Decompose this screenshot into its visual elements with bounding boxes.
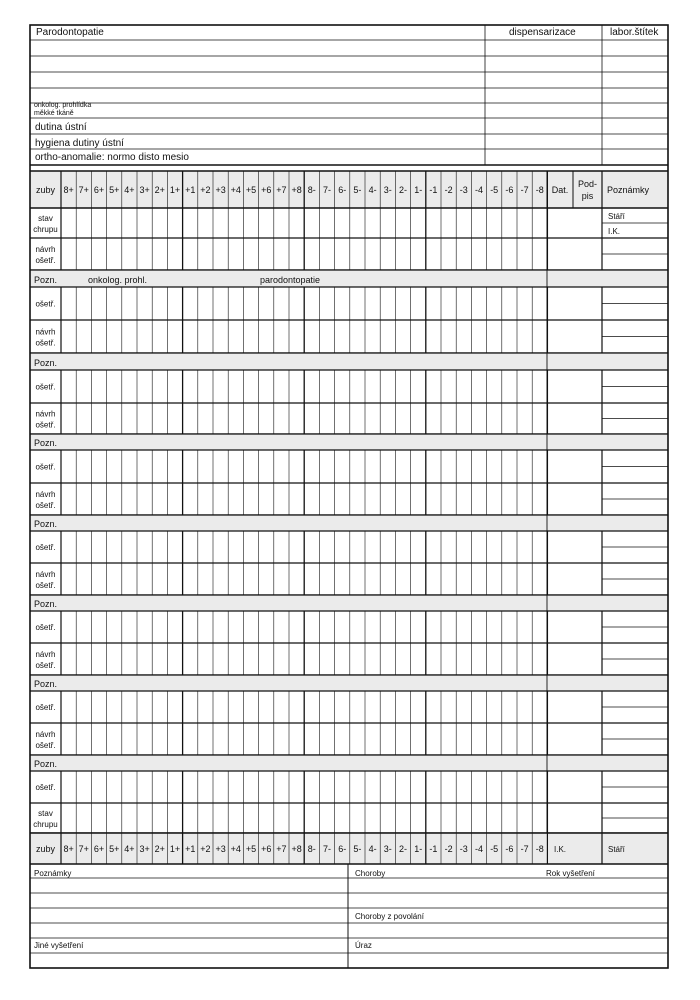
tooth-label-4-: 4- bbox=[368, 844, 377, 854]
pozn-label: Pozn. bbox=[34, 759, 58, 769]
tooth-label--4: -4 bbox=[474, 844, 484, 854]
tooth-label-+1: +1 bbox=[185, 185, 196, 195]
tooth-label-+6: +6 bbox=[261, 185, 272, 195]
tooth-label-2+: 2+ bbox=[154, 844, 165, 854]
tooth-label-5+: 5+ bbox=[109, 185, 120, 195]
tooth-label-+4: +4 bbox=[230, 185, 241, 195]
tooth-label-5+: 5+ bbox=[109, 844, 120, 854]
tooth-label--3: -3 bbox=[459, 844, 468, 854]
pozn-band bbox=[30, 353, 668, 370]
pozn-label: Pozn. bbox=[34, 275, 58, 285]
row-label: návrh bbox=[35, 245, 56, 254]
tooth-label-8+: 8+ bbox=[63, 185, 74, 195]
footer-choroby-z-povolani-label: Choroby z povolání bbox=[355, 912, 424, 921]
onkolog-prohlidka-label: onkolog. prohlídka bbox=[34, 102, 92, 109]
tooth-label-5-: 5- bbox=[353, 185, 362, 195]
tooth-label-8-: 8- bbox=[307, 185, 316, 195]
tooth-label-3-: 3- bbox=[383, 844, 392, 854]
pozn-label: Pozn. bbox=[34, 679, 58, 689]
tooth-label--7: -7 bbox=[520, 185, 529, 195]
zuby-label: zuby bbox=[35, 844, 56, 854]
tooth-label-7-: 7- bbox=[322, 185, 332, 195]
row-label: ošetř. bbox=[35, 338, 56, 348]
pozn-label: Pozn. bbox=[34, 519, 58, 529]
dispensarizace-header: dispensarizace bbox=[509, 27, 576, 38]
tooth-label-+8: +8 bbox=[291, 844, 302, 854]
dat-label: Dat. bbox=[551, 185, 569, 195]
stari-label: Stáří bbox=[608, 212, 625, 221]
tooth-label-+5: +5 bbox=[245, 844, 257, 854]
row-label: návrh bbox=[35, 730, 56, 739]
tooth-label-7-: 7- bbox=[322, 844, 332, 854]
tooth-label-+2: +2 bbox=[200, 844, 211, 854]
footer-poznamky-label: Poznámky bbox=[34, 869, 72, 878]
pozn-band bbox=[30, 675, 668, 691]
row-label: ošetř. bbox=[35, 382, 56, 392]
row-label: ošetř. bbox=[35, 741, 56, 750]
pozn-band bbox=[30, 515, 668, 531]
row-label: návrh bbox=[35, 490, 56, 499]
tooth-label-+4: +4 bbox=[230, 844, 241, 854]
dutina-ustni-label: dutina ústní bbox=[35, 122, 87, 133]
row-label: návrh bbox=[35, 327, 56, 337]
ik-label: I.K. bbox=[608, 227, 621, 236]
tooth-label--1: -1 bbox=[429, 185, 438, 195]
tooth-label-3-: 3- bbox=[383, 185, 392, 195]
tooth-label-3+: 3+ bbox=[139, 844, 150, 854]
tooth-label--1: -1 bbox=[429, 844, 438, 854]
row-label: stav bbox=[38, 809, 53, 818]
row-label: ošetř. bbox=[35, 462, 56, 472]
pozn-band bbox=[30, 595, 668, 611]
tooth-label--6: -6 bbox=[505, 844, 514, 854]
parodontopatie-header: Parodontopatie bbox=[36, 27, 104, 38]
row-label: ošetř. bbox=[35, 703, 56, 712]
tooth-label-+5: +5 bbox=[245, 185, 257, 195]
tooth-label--3: -3 bbox=[459, 185, 468, 195]
tooth-label-+1: +1 bbox=[185, 844, 196, 854]
row-label: ošetř. bbox=[35, 543, 56, 552]
tooth-label-+8: +8 bbox=[291, 185, 302, 195]
tooth-label--2: -2 bbox=[444, 185, 453, 195]
tooth-label-2-: 2- bbox=[398, 844, 408, 854]
tooth-label--4: -4 bbox=[474, 185, 484, 195]
row-label: ošetř. bbox=[35, 299, 56, 309]
row-label: návrh bbox=[35, 409, 56, 419]
tooth-label-+6: +6 bbox=[261, 844, 272, 854]
tooth-label--8: -8 bbox=[535, 185, 544, 195]
tooth-label--5: -5 bbox=[490, 844, 499, 854]
footer-rok-vysetreni-label: Rok vyšetření bbox=[546, 869, 595, 878]
row-label: ošetř. bbox=[35, 783, 56, 792]
poznamky-label: Poznámky bbox=[607, 185, 650, 195]
tooth-label-5-: 5- bbox=[353, 844, 362, 854]
tooth-label-7+: 7+ bbox=[78, 844, 89, 854]
tooth-label-3+: 3+ bbox=[139, 185, 150, 195]
tooth-label--6: -6 bbox=[505, 185, 514, 195]
tooth-label-2-: 2- bbox=[398, 185, 408, 195]
zuby-label: zuby bbox=[35, 185, 56, 195]
pozn-label: Pozn. bbox=[34, 358, 58, 368]
pozn-band bbox=[30, 755, 668, 771]
tooth-label-2+: 2+ bbox=[154, 185, 165, 195]
tooth-label-1-: 1- bbox=[414, 844, 423, 854]
tooth-label-7+: 7+ bbox=[78, 185, 89, 195]
tooth-label-6-: 6- bbox=[338, 844, 347, 854]
outer-frame bbox=[30, 25, 668, 968]
footer-choroby-label: Choroby bbox=[355, 869, 386, 878]
row-label: návrh bbox=[35, 650, 56, 659]
tooth-label-4-: 4- bbox=[368, 185, 377, 195]
mekke-tkane-label: měkké tkáně bbox=[34, 110, 74, 117]
tooth-label-4+: 4+ bbox=[124, 185, 135, 195]
tooth-label-+2: +2 bbox=[200, 185, 211, 195]
footer-jine-vysetreni-label: Jiné vyšetření bbox=[34, 941, 84, 950]
row-label: chrupu bbox=[33, 820, 58, 829]
parodontopatie-label: parodontopatie bbox=[260, 275, 321, 285]
tooth-label-1+: 1+ bbox=[169, 844, 181, 854]
pozn-band bbox=[30, 434, 668, 450]
row-label: chrupu bbox=[33, 225, 58, 234]
tooth-label-6+: 6+ bbox=[93, 185, 105, 195]
tooth-label-+7: +7 bbox=[276, 185, 287, 195]
tooth-label-8-: 8- bbox=[307, 844, 316, 854]
row-label: ošetř. bbox=[35, 661, 56, 670]
row-label: ošetř. bbox=[35, 256, 56, 265]
tooth-label-+7: +7 bbox=[276, 844, 287, 854]
podpis-label: pis bbox=[581, 191, 594, 201]
tooth-label-8+: 8+ bbox=[63, 844, 74, 854]
row-label: ošetř. bbox=[35, 501, 56, 510]
tooth-label--8: -8 bbox=[535, 844, 544, 854]
tooth-label-4+: 4+ bbox=[124, 844, 135, 854]
tooth-label-6-: 6- bbox=[338, 185, 347, 195]
tooth-label-+3: +3 bbox=[215, 185, 226, 195]
tooth-label-1+: 1+ bbox=[169, 185, 181, 195]
onkolog-prohl-label: onkolog. prohl. bbox=[88, 275, 148, 285]
labor-stitek-header: labor.štítek bbox=[610, 27, 659, 38]
tooth-label--7: -7 bbox=[520, 844, 529, 854]
hygiena-label: hygiena dutiny ústní bbox=[35, 138, 124, 149]
stari-label: Stáří bbox=[608, 845, 625, 854]
row-label: ošetř. bbox=[35, 420, 56, 430]
ortho-anomalie-label: ortho-anomalie: normo disto mesio bbox=[35, 152, 189, 163]
podpis-label: Pod- bbox=[577, 179, 598, 189]
row-label: ošetř. bbox=[35, 581, 56, 590]
pozn-label: Pozn. bbox=[34, 599, 58, 609]
tooth-label-+3: +3 bbox=[215, 844, 226, 854]
tooth-label-6+: 6+ bbox=[93, 844, 105, 854]
footer-uraz-label: Úraz bbox=[355, 941, 372, 950]
pozn-label: Pozn. bbox=[34, 438, 58, 448]
ik-label: I.K. bbox=[554, 845, 567, 854]
tooth-label--5: -5 bbox=[490, 185, 499, 195]
row-label: stav bbox=[38, 214, 53, 223]
row-label: ošetř. bbox=[35, 623, 56, 632]
tooth-label--2: -2 bbox=[444, 844, 453, 854]
row-label: návrh bbox=[35, 570, 56, 579]
tooth-label-1-: 1- bbox=[414, 185, 423, 195]
